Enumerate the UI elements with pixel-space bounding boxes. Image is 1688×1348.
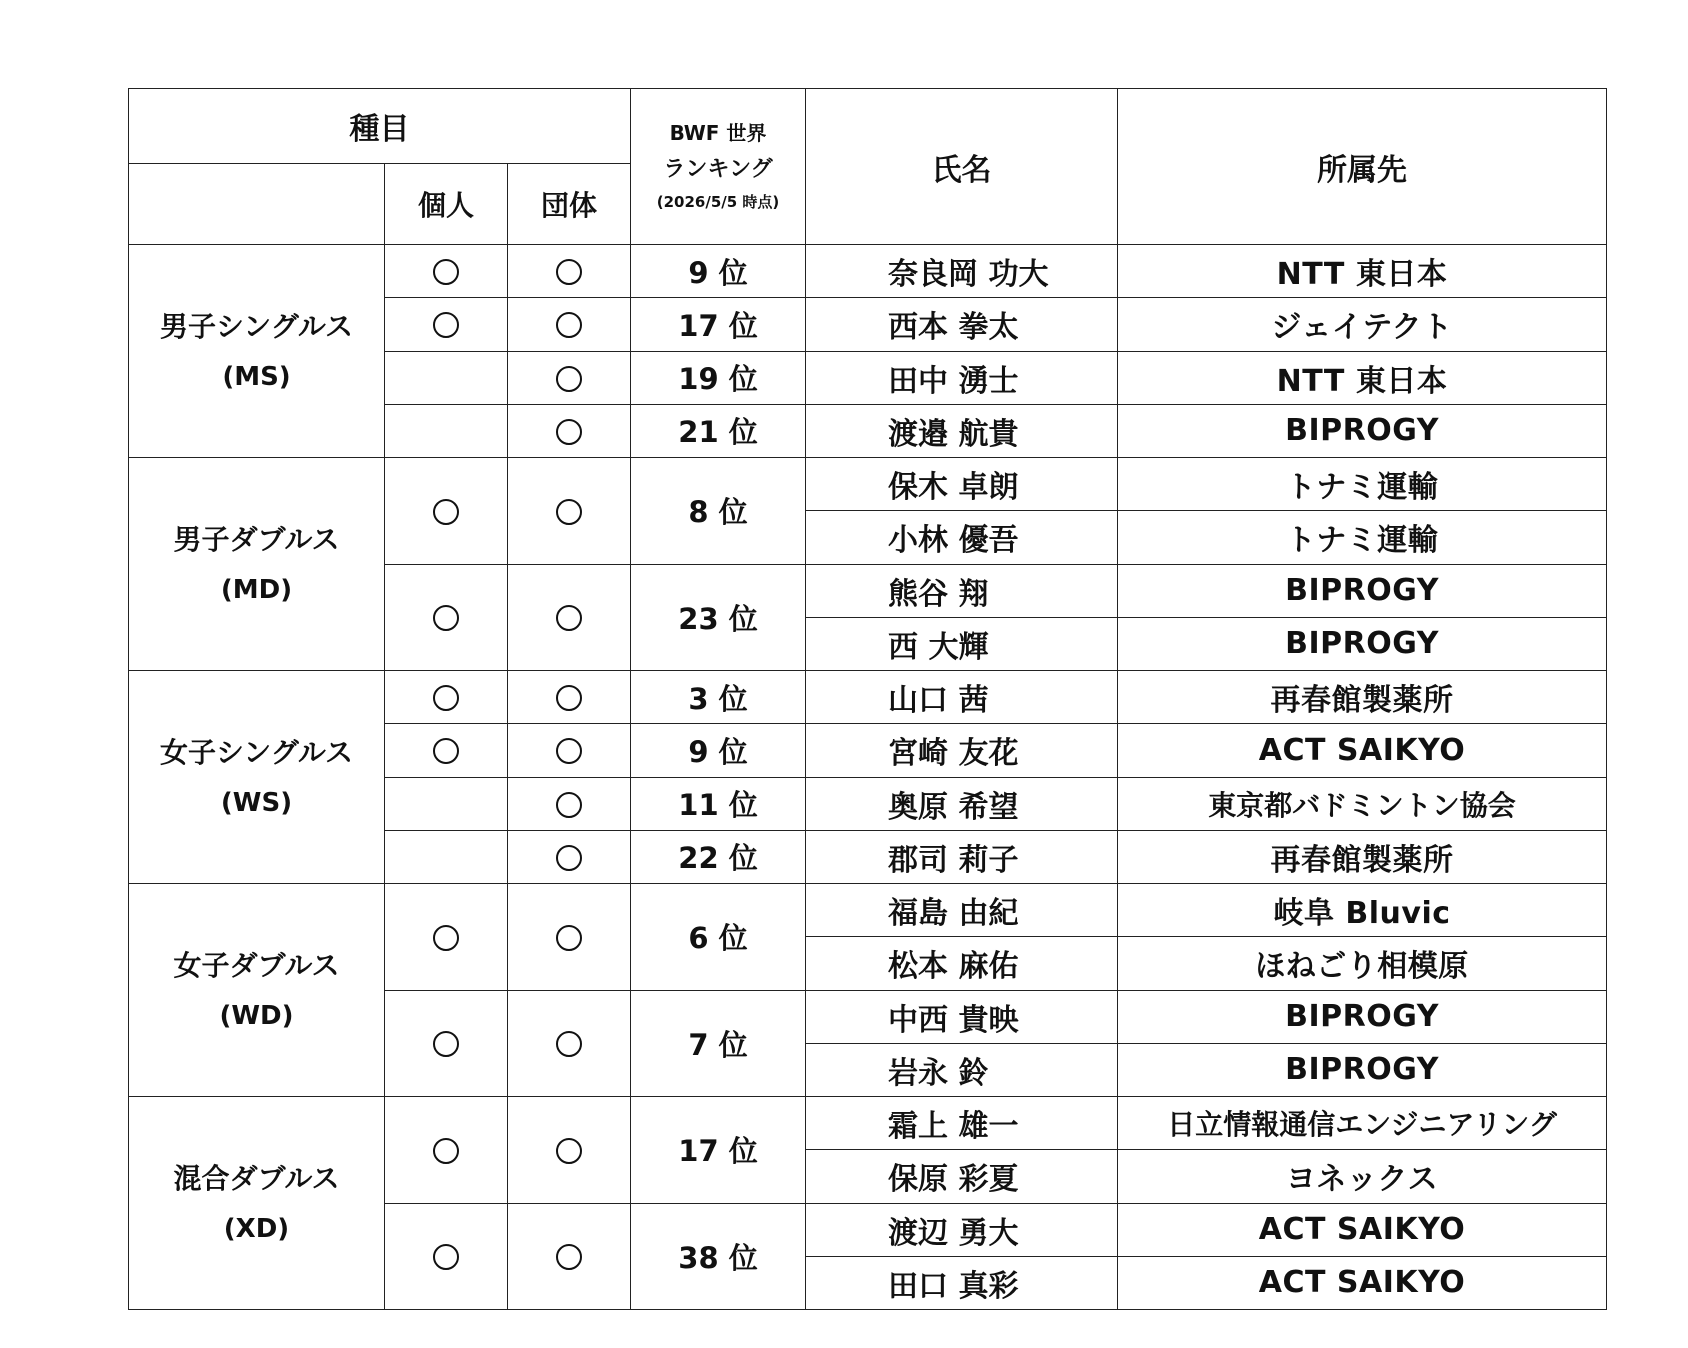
player-affiliation: 東京都バドミントン協会 xyxy=(1118,777,1607,830)
circle-mark-icon xyxy=(556,312,582,338)
individual-cell xyxy=(385,404,508,457)
individual-cell xyxy=(385,990,508,1097)
player-name: 保原 彩夏 xyxy=(806,1150,1118,1203)
player-name: 松本 麻佑 xyxy=(806,937,1118,990)
ranking-cell: 7 位 xyxy=(631,990,806,1097)
team-cell xyxy=(508,298,631,351)
player-affiliation: 再春館製薬所 xyxy=(1118,830,1607,883)
event-code: (WD) xyxy=(219,1000,294,1031)
circle-mark-icon xyxy=(556,259,582,285)
individual-cell xyxy=(385,724,508,777)
player-name: 渡邉 航貴 xyxy=(806,404,1118,457)
team-cell xyxy=(508,830,631,883)
header-name: 氏名 xyxy=(806,89,1118,245)
ranking-cell: 11 位 xyxy=(631,777,806,830)
ranking-cell: 9 位 xyxy=(631,245,806,298)
individual-cell xyxy=(385,830,508,883)
player-affiliation: BIPROGY xyxy=(1118,990,1607,1043)
circle-mark-icon xyxy=(433,312,459,338)
team-cell xyxy=(508,1203,631,1310)
player-affiliation: ほねごり相模原 xyxy=(1118,937,1607,990)
circle-mark-icon xyxy=(556,499,582,525)
player-name: 郡司 莉子 xyxy=(806,830,1118,883)
ranking-cell: 9 位 xyxy=(631,724,806,777)
player-affiliation: ACT SAIKYO xyxy=(1118,1203,1607,1256)
ranking-cell: 17 位 xyxy=(631,298,806,351)
header-row-top xyxy=(129,89,1607,164)
player-name: 福島 由紀 xyxy=(806,884,1118,937)
event-code: (MS) xyxy=(222,361,291,392)
circle-mark-icon xyxy=(556,605,582,631)
player-name: 霜上 雄一 xyxy=(806,1097,1118,1150)
player-affiliation: 再春館製薬所 xyxy=(1118,671,1607,724)
player-name: 岩永 鈴 xyxy=(806,1043,1118,1096)
circle-mark-icon xyxy=(556,419,582,445)
table-row xyxy=(129,671,1607,724)
table-row xyxy=(129,884,1607,937)
circle-mark-icon xyxy=(433,605,459,631)
event-code: (MD) xyxy=(220,574,293,605)
header-event-blank xyxy=(129,164,385,245)
player-affiliation: 日立情報通信エンジニアリング xyxy=(1118,1097,1607,1150)
ranking-cell: 17 位 xyxy=(631,1097,806,1204)
circle-mark-icon xyxy=(433,1244,459,1270)
header-ranking-line1: BWF 世界 xyxy=(669,120,767,145)
event-cell xyxy=(129,458,385,671)
table-row xyxy=(129,458,1607,511)
individual-cell xyxy=(385,671,508,724)
player-affiliation: ヨネックス xyxy=(1118,1150,1607,1203)
ranking-cell: 6 位 xyxy=(631,884,806,991)
circle-mark-icon xyxy=(433,685,459,711)
circle-mark-icon xyxy=(556,685,582,711)
team-cell xyxy=(508,990,631,1097)
player-name: 保木 卓朗 xyxy=(806,458,1118,511)
event-label: 女子ダブルス xyxy=(173,948,340,982)
team-cell xyxy=(508,777,631,830)
event-label: 男子ダブルス xyxy=(173,522,340,556)
header-ranking xyxy=(631,89,806,245)
individual-cell xyxy=(385,884,508,991)
ranking-cell: 19 位 xyxy=(631,351,806,404)
player-affiliation: BIPROGY xyxy=(1118,1043,1607,1096)
event-cell xyxy=(129,671,385,884)
player-name: 奥原 希望 xyxy=(806,777,1118,830)
header-event: 種目 xyxy=(129,89,631,164)
circle-mark-icon xyxy=(433,499,459,525)
header-team: 団体 xyxy=(508,164,631,245)
player-affiliation: ACT SAIKYO xyxy=(1118,1256,1607,1309)
circle-mark-icon xyxy=(433,738,459,764)
ranking-cell: 23 位 xyxy=(631,564,806,671)
roster-sheet xyxy=(128,88,1606,1310)
team-cell xyxy=(508,884,631,991)
team-cell xyxy=(508,458,631,565)
event-code: (XD) xyxy=(223,1213,290,1244)
individual-cell xyxy=(385,1097,508,1204)
player-name: 渡辺 勇大 xyxy=(806,1203,1118,1256)
team-cell xyxy=(508,671,631,724)
circle-mark-icon xyxy=(556,845,582,871)
individual-cell xyxy=(385,245,508,298)
circle-mark-icon xyxy=(433,925,459,951)
player-name: 奈良岡 功大 xyxy=(806,245,1118,298)
event-label: 女子シングルス xyxy=(159,735,354,769)
circle-mark-icon xyxy=(556,792,582,818)
header-individual: 個人 xyxy=(385,164,508,245)
circle-mark-icon xyxy=(556,738,582,764)
roster-body xyxy=(129,245,1607,1310)
individual-cell xyxy=(385,351,508,404)
player-name: 中西 貴映 xyxy=(806,990,1118,1043)
table-row xyxy=(129,245,1607,298)
team-cell xyxy=(508,351,631,404)
ranking-cell: 22 位 xyxy=(631,830,806,883)
circle-mark-icon xyxy=(556,366,582,392)
ranking-cell: 21 位 xyxy=(631,404,806,457)
player-affiliation: ACT SAIKYO xyxy=(1118,724,1607,777)
team-cell xyxy=(508,724,631,777)
player-affiliation: NTT 東日本 xyxy=(1118,245,1607,298)
ranking-cell: 3 位 xyxy=(631,671,806,724)
event-label: 混合ダブルス xyxy=(173,1161,340,1195)
team-cell xyxy=(508,1097,631,1204)
player-affiliation: 岐阜 Bluvic xyxy=(1118,884,1607,937)
individual-cell xyxy=(385,564,508,671)
player-affiliation: BIPROGY xyxy=(1118,404,1607,457)
player-name: 山口 茜 xyxy=(806,671,1118,724)
player-name: 小林 優吾 xyxy=(806,511,1118,564)
circle-mark-icon xyxy=(556,925,582,951)
event-label: 男子シングルス xyxy=(159,309,354,343)
player-affiliation: トナミ運輸 xyxy=(1118,458,1607,511)
individual-cell xyxy=(385,298,508,351)
circle-mark-icon xyxy=(556,1138,582,1164)
ranking-cell: 8 位 xyxy=(631,458,806,565)
individual-cell xyxy=(385,458,508,565)
circle-mark-icon xyxy=(433,259,459,285)
event-cell xyxy=(129,245,385,458)
circle-mark-icon xyxy=(433,1138,459,1164)
individual-cell xyxy=(385,1203,508,1310)
header-ranking-line3: (2026/5/5 時点) xyxy=(656,193,780,212)
header-ranking-line2: ランキング xyxy=(663,156,773,182)
player-affiliation: BIPROGY xyxy=(1118,617,1607,670)
team-cell xyxy=(508,404,631,457)
circle-mark-icon xyxy=(556,1244,582,1270)
event-cell xyxy=(129,884,385,1097)
player-affiliation: BIPROGY xyxy=(1118,564,1607,617)
player-name: 西 大輝 xyxy=(806,617,1118,670)
table-row xyxy=(129,1097,1607,1150)
player-affiliation: ジェイテクト xyxy=(1118,298,1607,351)
player-name: 田中 湧士 xyxy=(806,351,1118,404)
event-cell xyxy=(129,1097,385,1310)
ranking-cell: 38 位 xyxy=(631,1203,806,1310)
player-name: 宮崎 友花 xyxy=(806,724,1118,777)
circle-mark-icon xyxy=(433,1031,459,1057)
header-affiliation: 所属先 xyxy=(1118,89,1607,245)
team-cell xyxy=(508,564,631,671)
circle-mark-icon xyxy=(556,1031,582,1057)
team-cell xyxy=(508,245,631,298)
player-affiliation: NTT 東日本 xyxy=(1118,351,1607,404)
player-affiliation: トナミ運輸 xyxy=(1118,511,1607,564)
player-name: 熊谷 翔 xyxy=(806,564,1118,617)
roster-table xyxy=(128,88,1607,1310)
event-code: (WS) xyxy=(220,787,293,818)
individual-cell xyxy=(385,777,508,830)
player-name: 田口 真彩 xyxy=(806,1256,1118,1309)
player-name: 西本 拳太 xyxy=(806,298,1118,351)
